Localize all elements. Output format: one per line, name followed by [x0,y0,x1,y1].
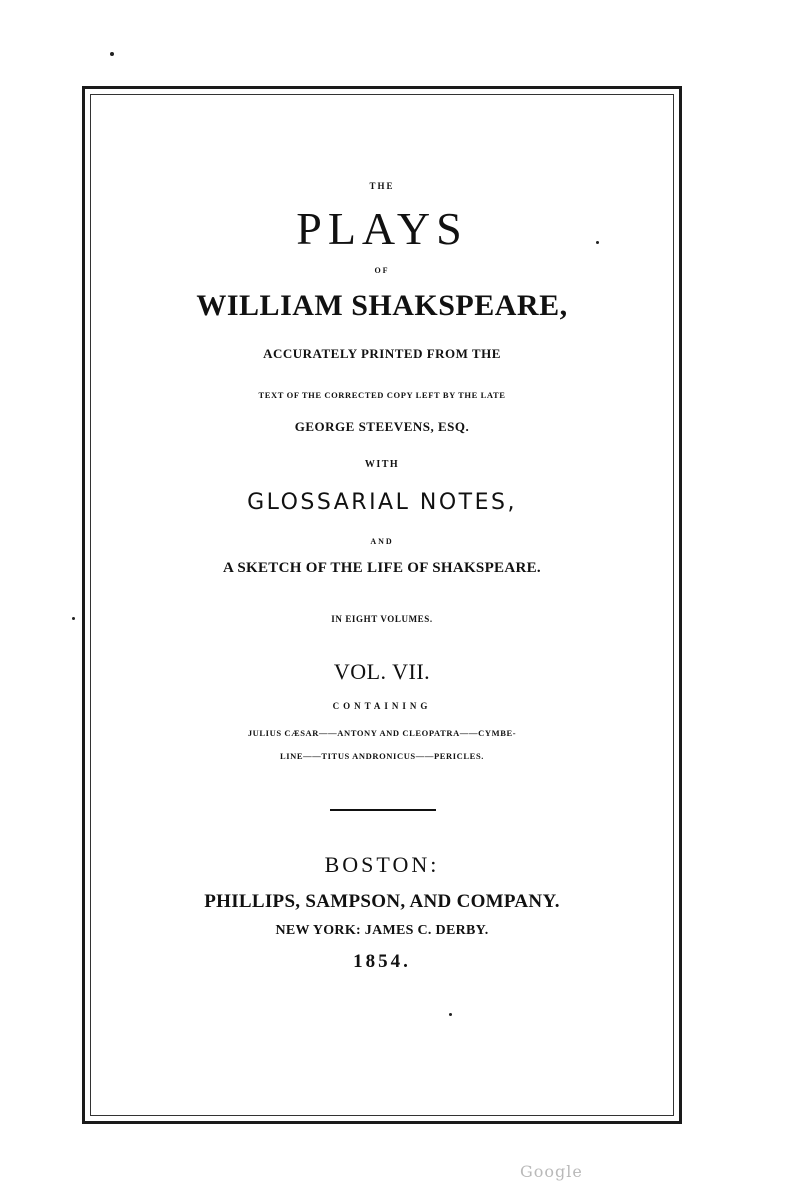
accurately-line: ACCURATELY PRINTED FROM THE [263,346,501,361]
text-of-line: TEXT OF THE CORRECTED COPY LEFT BY THE LATE [258,390,506,400]
and-word: AND [370,537,394,546]
publication-year: 1854. [353,951,411,972]
ink-speck [72,617,75,620]
title-of: OF [374,266,390,275]
editor-name: GEORGE STEEVENS, ESQ. [294,419,470,434]
volume-number: VOL. VII. [333,659,431,684]
with-word: WITH [364,459,400,470]
divider-rule [330,809,436,811]
containing-word: CONTAINING [332,701,432,711]
author-name: WILLIAM SHAKSPEARE, [196,289,568,322]
contents-line-2: LINE——TITUS ANDRONICUS——PERICLES. [279,751,484,761]
title-the: THE [369,181,395,191]
contents-line-1: JULIUS CÆSAR——ANTONY AND CLEOPATRA——CYMBE- [247,728,517,738]
city: BOSTON: [324,852,440,877]
publisher: PHILLIPS, SAMPSON, AND COMPANY. [204,891,560,912]
ink-speck [449,1013,452,1016]
volumes-line: IN EIGHT VOLUMES. [331,614,433,624]
library-watermark: Google [520,1162,583,1181]
ink-speck [110,52,114,56]
glossarial-notes: GLOSSARIAL NOTES, [247,490,517,515]
title-plays: PLAYS [296,203,468,254]
sketch-line: A SKETCH OF THE LIFE OF SHAKSPEARE. [223,560,541,576]
new-york-line: NEW YORK: JAMES C. DERBY. [275,923,489,938]
